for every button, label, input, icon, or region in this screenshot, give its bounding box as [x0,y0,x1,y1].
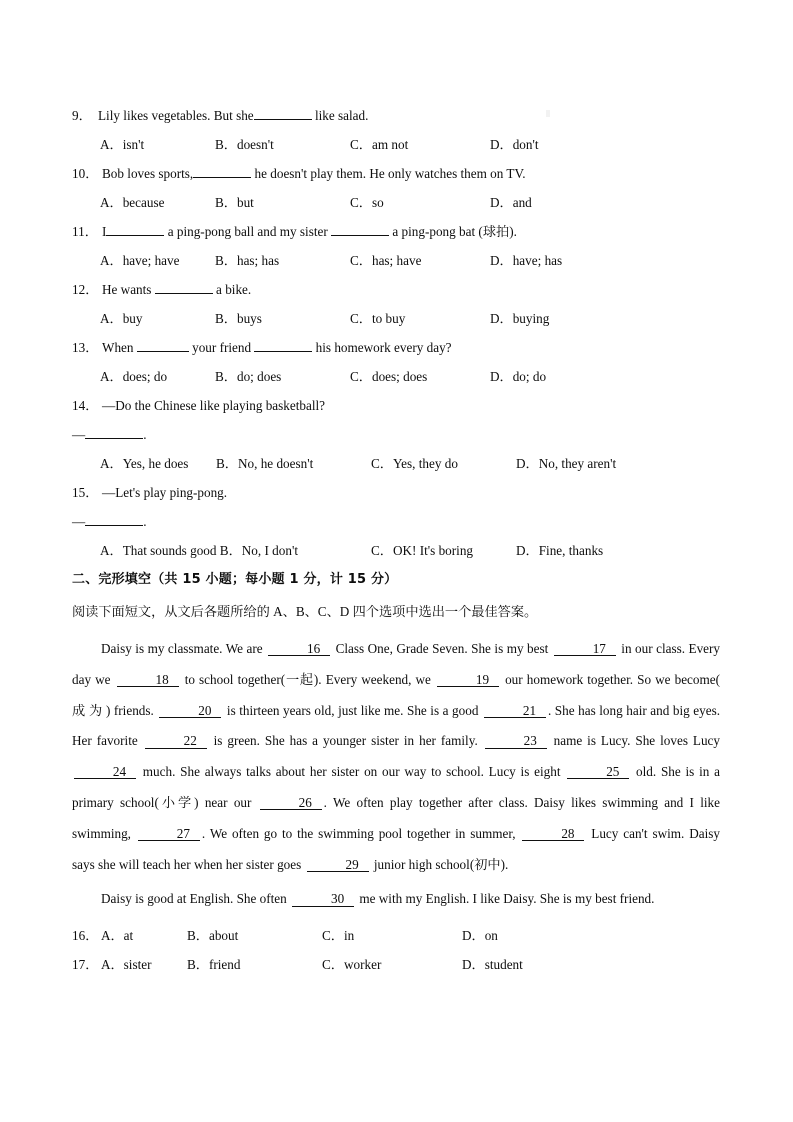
options-13 [72,369,722,386]
cloze-blank-29[interactable]: 29 [307,858,369,872]
question-15 [72,485,722,502]
cloze-number-and-option-a [72,928,187,945]
options-10 [72,195,722,212]
option-c[interactable]: C．has; have [350,253,422,268]
stem-text-before: Lily likes vegetables. But she [98,108,254,123]
cloze-number-and-option-a [72,957,187,974]
question-10 [72,166,722,183]
stem-text-before: Bob loves sports, [102,166,194,181]
answer-blank[interactable] [85,438,143,439]
question-number: 11． [72,224,98,239]
option-a[interactable]: A．isn't [100,137,145,152]
question-number: 12． [72,282,99,297]
stem-text-mid: a ping-pong ball and my sister [167,224,328,239]
cloze-blank-19[interactable]: 19 [437,673,499,687]
stem-text-after: a ping-pong bat (球拍). [392,224,517,239]
page-content [72,108,722,986]
option-d[interactable]: D．and [490,195,532,210]
question-stem [102,166,722,183]
question-number: 13． [72,340,99,355]
dash-suffix: . [143,427,147,442]
cloze-blank-23[interactable]: 23 [485,734,547,748]
option-b[interactable]: B．doesn't [215,137,274,152]
option-c[interactable]: C．in [322,928,355,944]
option-c[interactable]: C．to buy [350,311,406,326]
question-number: 15． [72,485,99,500]
cloze-options-17 [72,957,722,974]
option-d[interactable]: D．Fine, thanks [516,543,604,558]
option-b[interactable]: B．No, he doesn't [216,456,314,471]
cloze-blank-20[interactable]: 20 [159,704,221,718]
cloze-blank-17[interactable]: 17 [554,642,616,656]
section-two-instruction: 阅读下面短文，从文后各题所给的 A、B、C、D 四个选项中选出一个最佳答案。 [72,603,538,619]
cloze-blank-24[interactable]: 24 [74,765,136,779]
option-c[interactable]: C．worker [322,957,382,973]
question-number: 16． [72,928,99,944]
answer-blank-2[interactable] [254,351,312,352]
answer-dash-line-15 [72,514,722,531]
option-c[interactable]: C．Yes, they do [371,456,458,471]
stem-text-before: When [102,340,134,355]
option-c[interactable]: C．am not [350,137,409,152]
section-two-heading: 二、完形填空（共 15 小题；每小题 1 分，计 15 分） [72,572,398,587]
option-a[interactable]: A．at [100,928,134,944]
stem-text-mid: your friend [192,340,252,355]
answer-blank[interactable] [155,293,213,294]
option-a[interactable]: A．have; have [100,253,180,268]
cloze-passage-paragraph-2: Daisy is good at English. She often 30 me with my English. I like Daisy. She is my best friend. [101,891,655,907]
question-number: 9． [72,108,92,123]
option-d[interactable]: D．have; has [490,253,563,268]
question-stem: —Let's play ping-pong. [102,485,228,500]
question-number: 14． [72,398,99,413]
question-13 [72,340,722,357]
question-9 [72,108,722,125]
options-14 [72,456,722,473]
option-d[interactable]: D．do; do [490,369,547,384]
option-d[interactable]: D．buying [490,311,550,326]
cloze-blank-30[interactable]: 30 [292,892,354,906]
stem-text-after: he doesn't play them. He only watches them on TV. [254,166,526,181]
options-9 [72,137,722,154]
question-number: 10． [72,166,99,181]
options-12 [72,311,722,328]
cloze-blank-26[interactable]: 26 [260,796,322,810]
question-stem [102,340,722,357]
cloze-blank-25[interactable]: 25 [567,765,629,779]
question-number: 17． [72,957,99,973]
option-b[interactable]: B．about [187,928,239,944]
option-ab-merged[interactable]: A．That sounds good B．No, I don't [100,543,298,558]
answer-blank[interactable] [106,235,164,236]
option-b[interactable]: B．friend [187,957,241,973]
cloze-blank-21[interactable]: 21 [484,704,546,718]
stem-text-after: a bike. [216,282,252,297]
option-d[interactable]: D．No, they aren't [516,456,617,471]
stem-text-before: I [102,224,107,239]
question-11 [72,224,722,241]
cloze-blank-16[interactable]: 16 [268,642,330,656]
option-c[interactable]: C．so [350,195,384,210]
option-a[interactable]: A．Yes, he does [100,456,189,471]
question-stem [98,108,722,125]
option-d[interactable]: D．don't [490,137,539,152]
answer-blank[interactable] [137,351,189,352]
dash-prefix: — [72,427,86,442]
cloze-blank-27[interactable]: 27 [138,827,200,841]
option-b[interactable]: B．do; does [215,369,282,384]
cloze-options-16 [72,928,722,945]
option-a[interactable]: A．because [100,195,165,210]
options-15 [72,543,722,560]
answer-blank[interactable] [193,177,251,178]
option-d[interactable]: D．on [462,928,498,944]
stem-text-after: his homework every day? [315,340,452,355]
option-b[interactable]: B．but [215,195,254,210]
option-a[interactable]: A．sister [100,957,152,973]
answer-blank[interactable] [254,119,312,120]
stem-text-before: He wants [102,282,152,297]
option-b[interactable]: B．buys [215,311,262,326]
question-stem [102,282,722,299]
option-c[interactable]: C．does; does [350,369,428,384]
option-a[interactable]: A．does; do [100,369,168,384]
cloze-blank-22[interactable]: 22 [145,734,207,748]
option-c[interactable]: C．OK! It's boring [371,543,474,558]
cloze-blank-18[interactable]: 18 [117,673,179,687]
dash-suffix: . [143,514,147,529]
question-stem [102,224,722,241]
question-stem: —Do the Chinese like playing basketball? [102,398,326,413]
cloze-passage-paragraph-1: Daisy is my classmate. We are 16 Class One, Grade Seven. She is my best 17 in our class. Every day we 18 to school together(一起). Every weekend, we 19 our homework together. So we become( 成 为 ) friends. 20 is thirteen years old, just like me. She is a good 21 . She has long hair and big eyes. Her favorite 22 is green. She has a younger sister in her family. 23 name is Lucy. She loves Lucy 24 much. She always talks about her sister on our way to school. Lucy is eight 25 old. She is in a primary school(小学) near our 26 . We often play together after class. Daisy likes swimming and I like swimming, 27 . We often go to the swimming pool together in summer, 28 Lucy can't swim. Daisy says she will teach her when her sister goes 29 junior high school(初中). [72,641,721,872]
answer-dash-line-14 [72,427,722,444]
question-14 [72,398,722,415]
option-b[interactable]: B．has; has [215,253,280,268]
question-12 [72,282,722,299]
answer-blank[interactable] [85,525,143,526]
options-11 [72,253,722,270]
cloze-blank-28[interactable]: 28 [522,827,584,841]
answer-blank-2[interactable] [331,235,389,236]
dash-prefix: — [72,514,86,529]
option-a[interactable]: A．buy [100,311,143,326]
stem-text-after: like salad. [314,108,369,123]
option-d[interactable]: D．student [462,957,523,973]
